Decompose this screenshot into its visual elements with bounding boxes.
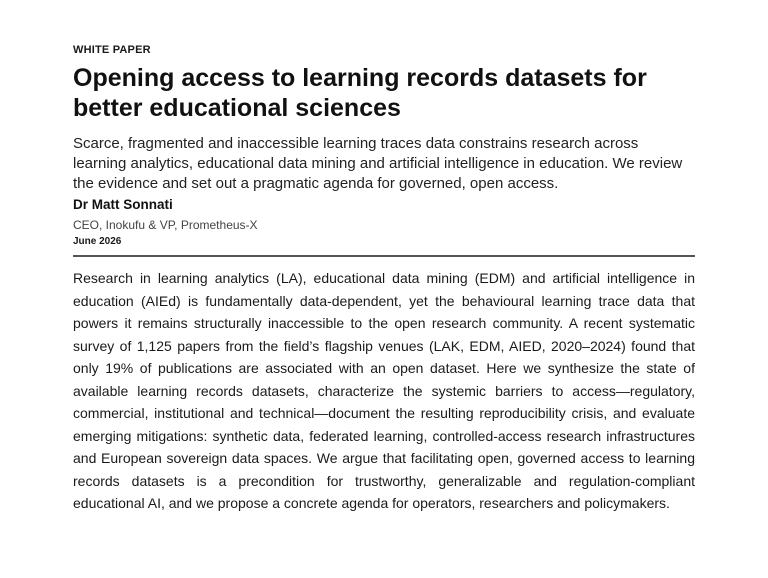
document-subtitle: Scarce, fragmented and inaccessible learning traces data constrains research across learning analytics, educational data mining and artificial intelligence in education. We review the evidence and set out a pragmatic agenda for governed, open access. <box>73 135 683 192</box>
document-title: Opening access to learning records datasets for better educational sciences <box>73 64 647 122</box>
author-name: Dr Matt Sonnati <box>73 197 173 212</box>
publication-date: June 2026 <box>73 236 122 247</box>
section-divider <box>73 255 695 257</box>
document-kicker: WHITE PAPER <box>73 44 151 56</box>
abstract-paragraph: Research in learning analytics (LA), educational data mining (EDM) and artificial intelligence in education (AIEd) is fundamentally data-dependent, yet the behavioural learning trace data that powers it remains structurally inaccessible to the open research community. A recent systematic survey of 1,125 papers from the field’s flagship venues (LAK, EDM, AIED, 2020–2024) found that only 19% of publications are associated with an open dataset. Here we synthesize the state of available learning records datasets, characterize the systemic barriers to access—regulatory, commercial, institutional and technical—document the resulting reproducibility crisis, and evaluate emerging mitigations: synthetic data, federated learning, controlled-access research infrastructures and European sovereign data spaces. We argue that facilitating open, governed access to learning records datasets is a precondition for trustworthy, generalizable and regulation-compliant educational AI, and we propose a concrete agenda for operators, researchers and policymakers. <box>73 270 695 511</box>
author-role: CEO, Inokufu & VP, Prometheus-X <box>73 218 258 232</box>
